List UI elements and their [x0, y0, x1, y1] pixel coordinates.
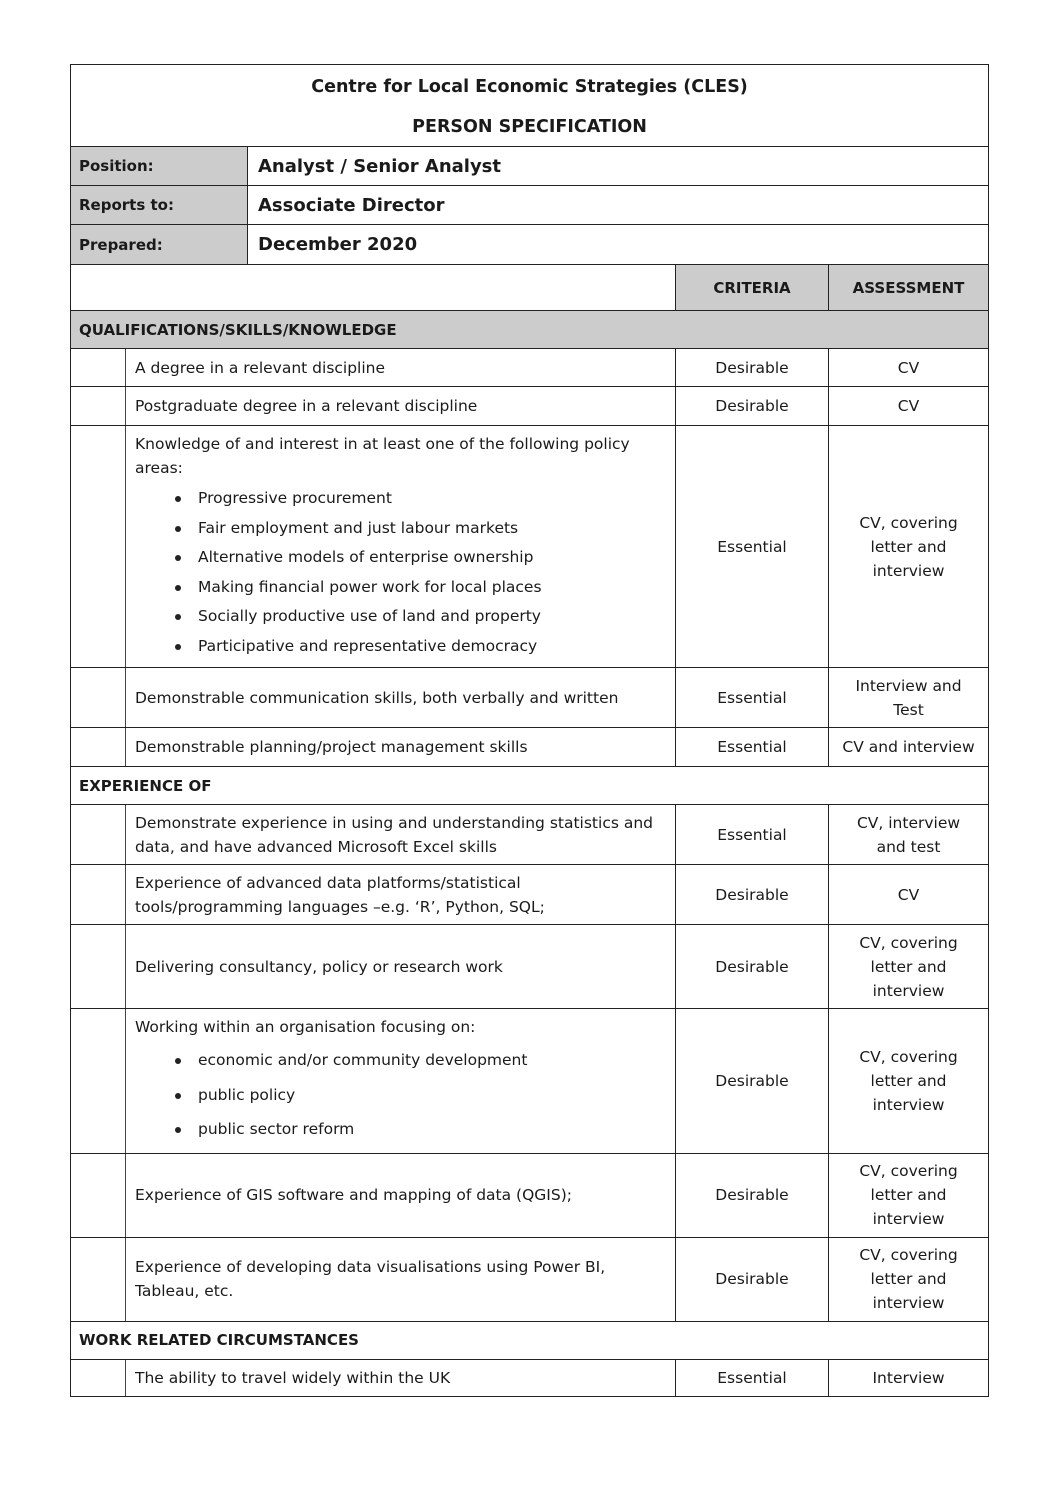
- org-title: Centre for Local Economic Strategies (CLES): [71, 65, 989, 108]
- row-marker-cell: [71, 1359, 126, 1396]
- table-row: [71, 1237, 989, 1321]
- table-row: [71, 1359, 989, 1396]
- table-row: [71, 426, 989, 668]
- criteria-value: Essential: [676, 668, 829, 728]
- row-marker-cell: [71, 426, 126, 668]
- org-title-row: [71, 65, 989, 108]
- section-title: EXPERIENCE OF: [71, 767, 989, 805]
- meta-row-position: [71, 147, 989, 186]
- section-header-work-related: [71, 1321, 989, 1359]
- requirement-cell: [126, 1009, 676, 1154]
- table-row: [71, 668, 989, 728]
- row-marker-cell: [71, 1237, 126, 1321]
- meta-row-prepared: [71, 225, 989, 265]
- assessment-value: CV: [829, 865, 989, 925]
- requirement-text: A degree in a relevant discipline: [126, 349, 676, 387]
- assessment-value: CV: [829, 387, 989, 426]
- table-row: [71, 387, 989, 426]
- section-header-experience: [71, 767, 989, 805]
- row-marker-cell: [71, 925, 126, 1009]
- row-marker-cell: [71, 349, 126, 387]
- list-item: Alternative models of enterprise ownership: [175, 543, 667, 573]
- person-specification-document: [70, 64, 988, 1397]
- assessment-value: CV and interview: [829, 728, 989, 767]
- list-item: public policy: [175, 1078, 667, 1113]
- requirement-text: Experience of advanced data platforms/statistical tools/programming languages –e.g. ‘R’, Python, SQL;: [126, 865, 676, 925]
- reports-to-value: Associate Director: [248, 186, 989, 225]
- prepared-value: December 2020: [248, 225, 989, 265]
- policy-areas-list: [135, 484, 667, 661]
- list-item: Fair employment and just labour markets: [175, 514, 667, 544]
- doc-title-row: [71, 107, 989, 147]
- requirement-text: The ability to travel widely within the UK: [126, 1359, 676, 1396]
- criteria-value: Essential: [676, 1359, 829, 1396]
- criteria-value: Desirable: [676, 865, 829, 925]
- table-row: [71, 728, 989, 767]
- assessment-value: Interview and Test: [829, 668, 989, 728]
- requirement-text: Demonstrate experience in using and understanding statistics and data, and have advanced Microsoft Excel skills: [126, 805, 676, 865]
- list-item: public sector reform: [175, 1112, 667, 1147]
- list-item: Socially productive use of land and property: [175, 602, 667, 632]
- list-item: Progressive procurement: [175, 484, 667, 514]
- list-item: economic and/or community development: [175, 1043, 667, 1078]
- requirement-text: Knowledge of and interest in at least one of the following policy areas:: [135, 435, 630, 477]
- reports-to-label: Reports to:: [71, 186, 248, 225]
- table-row: [71, 805, 989, 865]
- row-marker-cell: [71, 1009, 126, 1154]
- table-row: [71, 925, 989, 1009]
- criteria-value: Essential: [676, 805, 829, 865]
- position-value: Analyst / Senior Analyst: [248, 147, 989, 186]
- criteria-value: Desirable: [676, 349, 829, 387]
- requirement-text: Working within an organisation focusing on:: [135, 1018, 476, 1036]
- prepared-label: Prepared:: [71, 225, 248, 265]
- requirement-text: Experience of GIS software and mapping of data (QGIS);: [126, 1153, 676, 1237]
- criteria-value: Essential: [676, 426, 829, 668]
- assessment-value: CV, covering letter and interview: [829, 1153, 989, 1237]
- assessment-value: CV, covering letter and interview: [829, 925, 989, 1009]
- criteria-value: Desirable: [676, 1153, 829, 1237]
- row-marker-cell: [71, 728, 126, 767]
- assessment-value: Interview: [829, 1359, 989, 1396]
- criteria-value: Desirable: [676, 1237, 829, 1321]
- assessment-value: CV, covering letter and interview: [829, 1237, 989, 1321]
- section-header-qualifications: [71, 311, 989, 349]
- table-row: [71, 349, 989, 387]
- requirement-text: Demonstrable planning/project management skills: [126, 728, 676, 767]
- assessment-header: ASSESSMENT: [829, 265, 989, 311]
- assessment-value: CV, covering letter and interview: [829, 1009, 989, 1154]
- assessment-value: CV, interview and test: [829, 805, 989, 865]
- table-row: [71, 1153, 989, 1237]
- meta-row-reports-to: [71, 186, 989, 225]
- list-item: Participative and representative democracy: [175, 632, 667, 662]
- list-item: Making financial power work for local places: [175, 573, 667, 603]
- requirement-text: Delivering consultancy, policy or research work: [126, 925, 676, 1009]
- criteria-value: Desirable: [676, 925, 829, 1009]
- section-title: WORK RELATED CIRCUMSTANCES: [71, 1321, 989, 1359]
- row-marker-cell: [71, 387, 126, 426]
- row-marker-cell: [71, 1153, 126, 1237]
- section-title: QUALIFICATIONS/SKILLS/KNOWLEDGE: [71, 311, 989, 349]
- requirement-text: Demonstrable communication skills, both verbally and written: [126, 668, 676, 728]
- table-row: [71, 1009, 989, 1154]
- row-marker-cell: [71, 668, 126, 728]
- column-header-row: [71, 265, 989, 311]
- criteria-value: Desirable: [676, 387, 829, 426]
- assessment-value: CV: [829, 349, 989, 387]
- table-row: [71, 865, 989, 925]
- requirement-text: Postgraduate degree in a relevant discipline: [126, 387, 676, 426]
- requirement-cell: [126, 426, 676, 668]
- person-spec-table: [70, 64, 989, 1397]
- row-marker-cell: [71, 865, 126, 925]
- criteria-value: Desirable: [676, 1009, 829, 1154]
- criteria-header: CRITERIA: [676, 265, 829, 311]
- header-blank-cell: [71, 265, 676, 311]
- requirement-text: Experience of developing data visualisations using Power BI, Tableau, etc.: [126, 1237, 676, 1321]
- doc-title: PERSON SPECIFICATION: [71, 107, 989, 147]
- position-label: Position:: [71, 147, 248, 186]
- organisation-focus-list: [135, 1043, 667, 1147]
- assessment-value: CV, covering letter and interview: [829, 426, 989, 668]
- row-marker-cell: [71, 805, 126, 865]
- criteria-value: Essential: [676, 728, 829, 767]
